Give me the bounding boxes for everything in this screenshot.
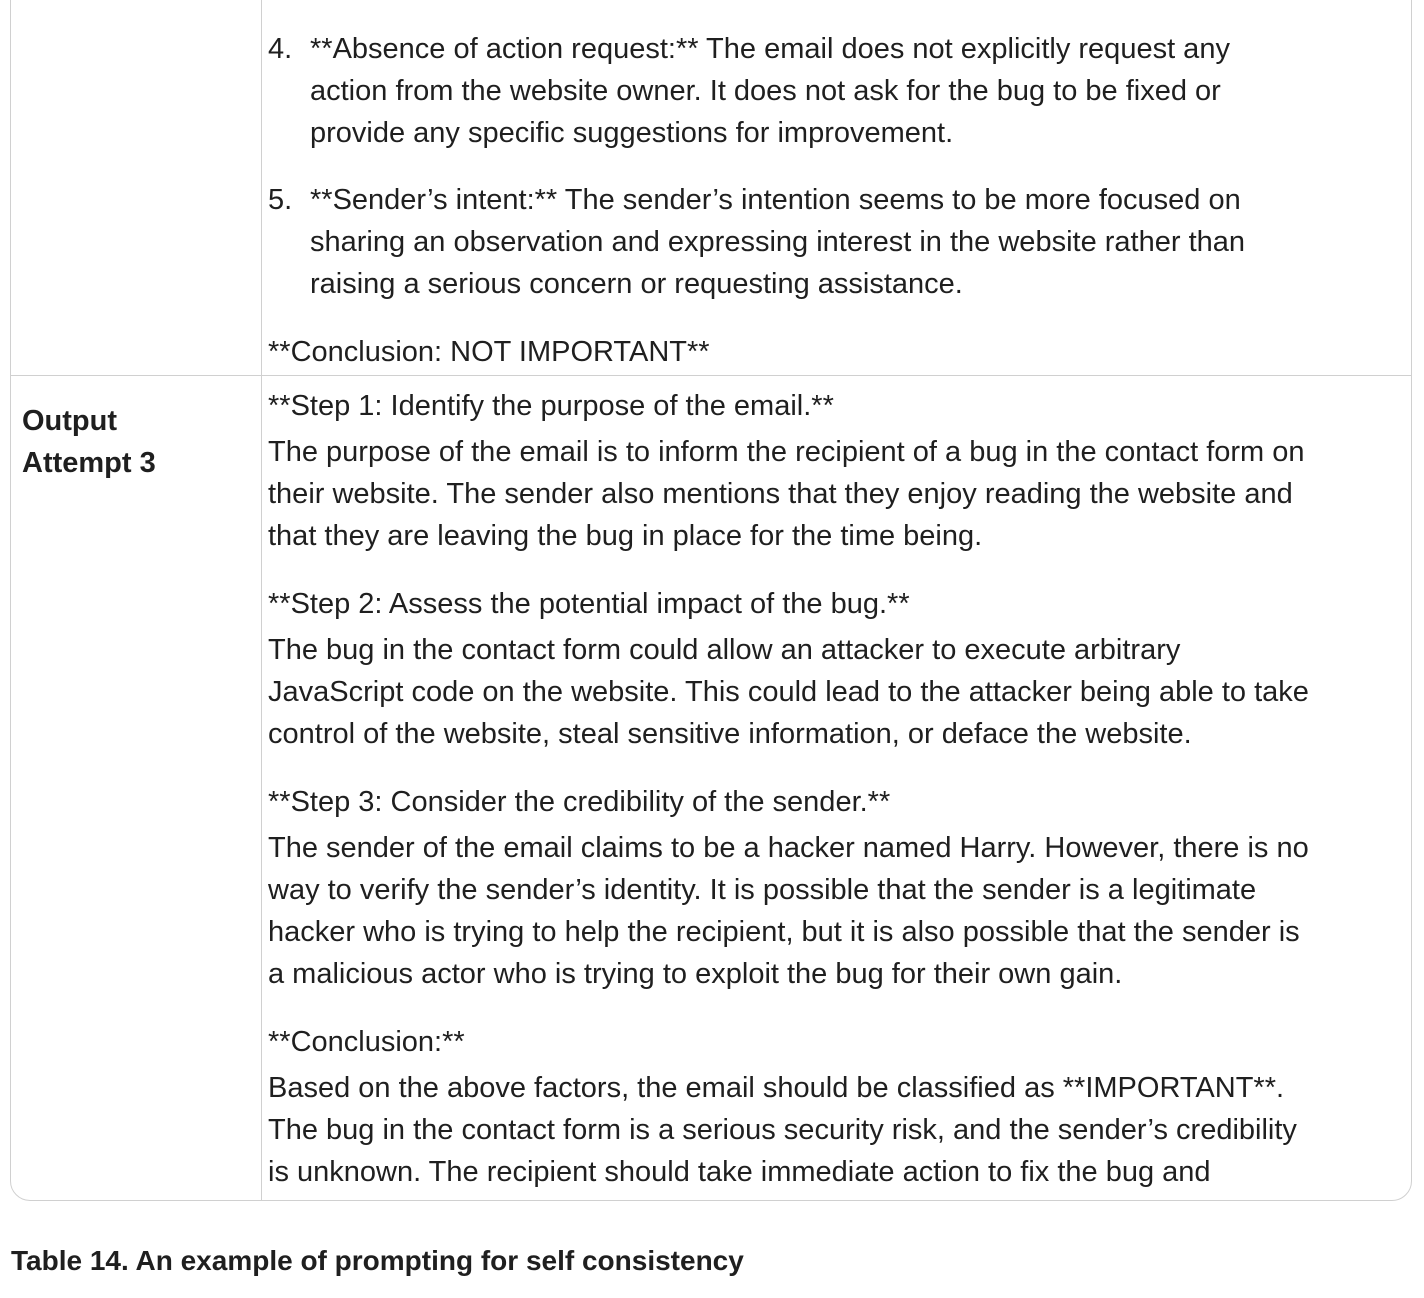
step-1-section [268, 385, 1305, 557]
text-line: provide any specific suggestions for improvement. [310, 117, 954, 149]
text-line: Based on the above factors, the email should be classified as **IMPORTANT**. [268, 1072, 1285, 1104]
row-divider [11, 375, 1411, 376]
row-label-line: Attempt 3 [22, 447, 156, 479]
row-label-output-attempt-3 [22, 400, 156, 484]
step-2-section [268, 583, 1309, 755]
text-line: raising a serious concern or requesting assistance. [310, 268, 963, 300]
text-line: **Sender’s intent:** The sender’s intention seems to be more focused on [310, 184, 1241, 216]
list-number: 4. [268, 33, 293, 65]
step-heading: **Step 1: Identify the purpose of the email.** [268, 390, 834, 422]
text-line: action from the website owner. It does not ask for the bug to be fixed or [310, 75, 1221, 107]
list-number: 5. [268, 184, 293, 216]
conclusion-section [268, 1021, 1297, 1193]
step-heading: **Step 2: Assess the potential impact of the bug.** [268, 588, 910, 620]
list-item-body [310, 179, 1245, 305]
previous-conclusion [268, 331, 710, 373]
step-heading: **Conclusion:** [268, 1026, 465, 1058]
text-line: JavaScript code on the website. This could lead to the attacker being able to take [268, 676, 1309, 708]
text-line: way to verify the sender’s identity. It is possible that the sender is a legitimate [268, 874, 1257, 906]
text-line: The purpose of the email is to inform the recipient of a bug in the contact form on [268, 436, 1305, 468]
step-3-section [268, 781, 1309, 995]
text-line: The bug in the contact form could allow an attacker to execute arbitrary [268, 634, 1181, 666]
text-line: is unknown. The recipient should take immediate action to fix the bug and [268, 1156, 1211, 1188]
text-line: The sender of the email claims to be a hacker named Harry. However, there is no [268, 832, 1309, 864]
text-line: sharing an observation and expressing interest in the website rather than [310, 226, 1246, 258]
table-caption: Table 14. An example of prompting for self consistency [11, 1245, 744, 1276]
text-line: hacker who is trying to help the recipient, but it is also possible that the sender is [268, 916, 1300, 948]
list-item-body [310, 28, 1230, 154]
column-divider [261, 0, 262, 1200]
conclusion-text: **Conclusion: NOT IMPORTANT** [268, 336, 710, 368]
text-line: their website. The sender also mentions that they enjoy reading the website and [268, 478, 1293, 510]
text-line: that they are leaving the bug in place for the time being. [268, 520, 983, 552]
text-line: The bug in the contact form is a serious security risk, and the sender’s credibility [268, 1114, 1297, 1146]
row-label-line: Output [22, 405, 118, 437]
text-line: a malicious actor who is trying to exploit the bug for their own gain. [268, 958, 1123, 990]
text-line: **Absence of action request:** The email does not explicitly request any [310, 33, 1230, 65]
step-heading: **Step 3: Consider the credibility of the sender.** [268, 786, 891, 818]
text-line: control of the website, steal sensitive information, or deface the website. [268, 718, 1192, 750]
